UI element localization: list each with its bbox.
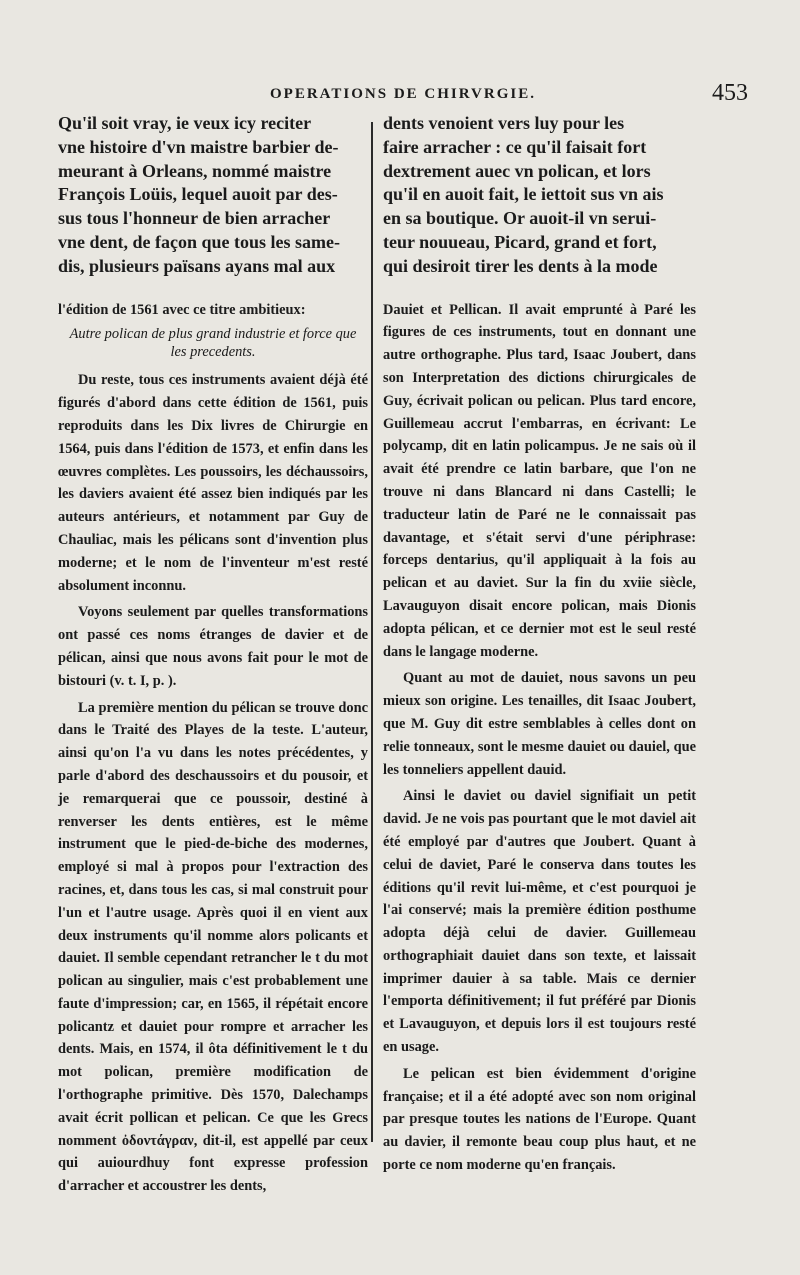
quote-line: faire arracher : ce qu'il faisait fort bbox=[383, 136, 647, 157]
right-column bbox=[383, 112, 696, 1177]
quote-line: qui desiroit tirer les dents à la mode bbox=[383, 255, 658, 276]
paragraph: Ainsi le daviet ou daviel signifiait un petit david. Je ne vois pas pourtant que le mot daviel ait été employé par d'autres que Joubert. Quant à celui de daviet, Paré le conserva dans toutes les éditions qu'il revit lui-même, et c'est pourquoi je l'ai conservé; mais la première édition posthume adopta déjà celui de davier. Guillemeau orthographiait dauiet dans son texte, et laissait imprimer dauier à sa table. Mais ce dernier l'emporta définitivement; il fut préféré par Dionis et Lavauguyon, et depuis lors il est toujours resté en usage. bbox=[383, 788, 696, 1056]
quote-line: Qu'il soit vray, ie veux icy reciter bbox=[58, 113, 312, 133]
italic-title: Autre polican de plus grand industrie et force que les precedents. bbox=[69, 326, 357, 361]
quote-line: dis, plusieurs païsans ayans mal aux bbox=[58, 255, 336, 276]
paragraph: Du reste, tous ces instruments avaient déjà été figurés d'abord dans cette édition de 1561, puis reproduits dans les Dix livres de Chirurgie en 1564, puis dans l'édition de 1573, et enfin dans les œuvres complètes. Les poussoirs, les déchaussoirs, les daviers avaient été assez bien indiqués par les auteurs antérieurs, et notamment par Guy de Chauliac, mais les pélicans sont d'invention plus moderne; et le nom de l'inventeur m'est resté absolument inconnu. bbox=[58, 372, 368, 594]
paragraph: Dauiet et Pellican. Il avait emprunté à Paré les figures de ces instruments, tout en donnant une autre orthographe. Plus tard, Isaac Joubert, dans son Interpretation des dictions chirurgicales de Guy, écrivait polican ou pelican. Plus tard encore, Guillemeau accrut l'embarras, en écrivant: Le polycamp, dit en latin policampus. Je ne sais où il avait été prendre ce latin barbare, que l'on ne trouve ni dans Blancard ni dans Castelli; le traducteur latin de Paré ne le connaissait pas davantage, et s'était servi d'une périphrase: forceps dentarius, qu'il appliquait à la fois au pelican et au daviet. Sur la fin du xviie siècle, Lavauguyon disait encore polican, mais Dionis adopta pélican, et ce dernier mot est le seul resté dans le langage moderne. bbox=[383, 301, 696, 660]
paragraph: l'édition de 1561 avec ce titre ambitieux: bbox=[58, 301, 306, 318]
quote-line: en sa boutique. Or auoit-il vn serui- bbox=[383, 208, 657, 229]
quote-line: teur nouueau, Picard, grand et fort, bbox=[383, 231, 657, 252]
paragraph: Le pelican est bien évidemment d'origine française; et il a été adopté avec son nom original par presque toutes les nations de l'Europe. Quant au davier, il remonte beau coup plus haut, et ne porte ce nom moderne qu'en français. bbox=[383, 1065, 696, 1174]
page-number: 453 bbox=[712, 80, 748, 106]
column-rule bbox=[371, 122, 373, 1142]
page-header bbox=[58, 80, 748, 112]
right-quote bbox=[383, 112, 696, 279]
quote-line: vne histoire d'vn maistre barbier de- bbox=[58, 136, 339, 157]
quote-line: qu'il en auoit fait, le iettoit sus vn ais bbox=[383, 184, 664, 205]
paragraph: Voyons seulement par quelles transformations ont passé ces noms étranges de davier et de pélican, ainsi que nous avons fait pour le mot de bistouri (v. t. I, p. ). bbox=[58, 604, 368, 689]
left-quote bbox=[58, 112, 368, 279]
paragraph: Quant au mot de dauiet, nous savons un peu mieux son origine. Les tenailles, dit Isaac Joubert, que M. Guy dit estre semblables à celles dont on relie tonneaux, sont le mesme dauiet ou dauiel, que les tonneliers appellent dauid. bbox=[383, 670, 696, 778]
paragraph: La première mention du pélican se trouve donc dans le Traité des Playes de la teste. L'auteur, ainsi qu'on l'a vu dans les notes précédentes, y parle d'abord des deschaussoirs et du pousoir, et je remarquerai que ce poussoir, destiné à renverser les dents entières, est le même instrument que le pied-de-biche des modernes, employé si mal à propos pour l'extraction des racines, et, dans tous les cas, si mal construit pour l'un et l'autre usage. Après quoi il en vient aux deux instruments qu'il nomme alors policants et dauiet. Il semble cependant retrancher le t du mot polican au singulier, mais c'est probablement une faute d'impression; car, en 1565, il répétait encore policantz et dauiet pour rompre et arracher les dents. Mais, en 1574, il ôta définitivement le t du mot polican, première modification de l'orthographe primitive. Dès 1570, Dalechamps avait écrit pollican et pelican. Ce que les Grecs nomment ὀδοντάγραν, dit-il, est appellé par ceux qui auiourdhuy font expresse profession d'arracher et accoustrer les dents, bbox=[58, 699, 368, 1195]
quote-line: dextrement auec vn polican, et lors bbox=[383, 160, 651, 181]
quote-line: dents venoient vers luy pour les bbox=[383, 113, 625, 133]
quote-line: vne dent, de façon que tous les same- bbox=[58, 231, 340, 252]
quote-line: François Loüis, lequel auoit par des- bbox=[58, 184, 338, 205]
running-title: OPERATIONS DE CHIRVRGIE. bbox=[270, 86, 536, 102]
quote-line: sus tous l'honneur de bien arracher bbox=[58, 208, 331, 229]
left-column bbox=[58, 112, 368, 1198]
quote-line: meurant à Orleans, nommé maistre bbox=[58, 160, 332, 181]
